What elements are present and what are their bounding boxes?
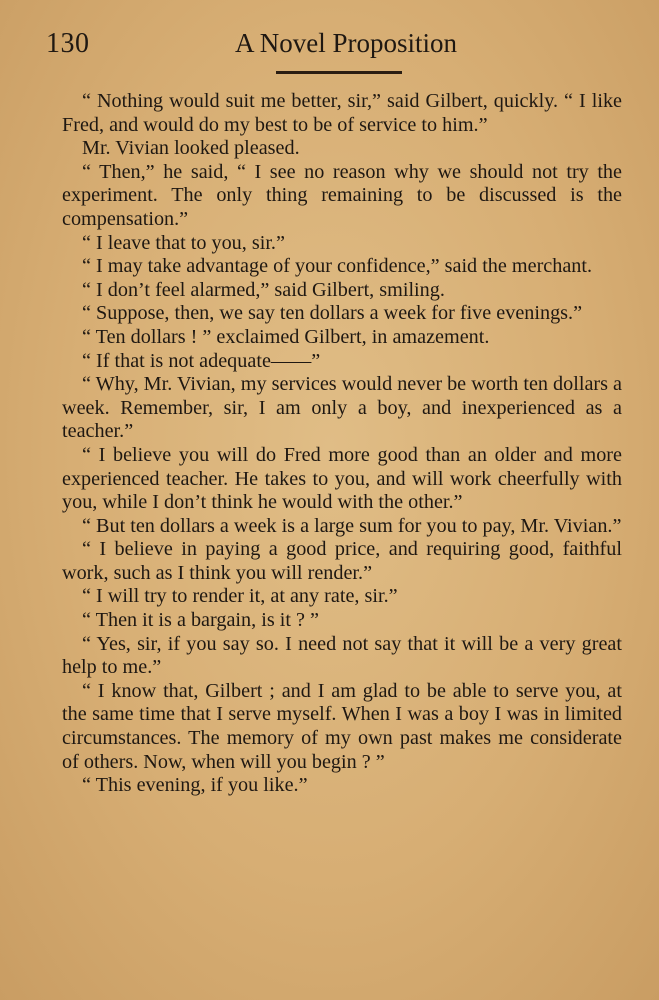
body-text xyxy=(62,90,622,798)
paragraph: “ I believe you will do Fred more good than an older and more experienced teacher. He takes to you, and will work cheerfully with you, while I don’t think he would with the other.” xyxy=(62,443,622,514)
running-title: A Novel Proposition xyxy=(234,28,457,58)
paragraph: “ This evening, if you like.” xyxy=(82,774,308,797)
page-number: 130 xyxy=(46,28,90,59)
paragraph: “ But ten dollars a week is a large sum for you to pay, Mr. Vivian.” xyxy=(82,514,622,537)
paragraph: “ I may take advantage of your confidence,” said the merchant. xyxy=(82,255,593,278)
paragraph: “ If that is not adequate——” xyxy=(82,349,321,372)
paragraph: “ Yes, sir, if you say so. I need not say that it will be a very great help to me.” xyxy=(62,632,622,679)
paragraph: “ Nothing would suit me better, sir,” said Gilbert, quickly. “ I like Fred, and would do my best to be of service to him.” xyxy=(62,90,622,136)
paragraph: “ Ten dollars ! ” exclaimed Gilbert, in amazement. xyxy=(82,325,490,348)
paragraph: “ I leave that to you, sir.” xyxy=(82,231,285,254)
paragraph: Mr. Vivian looked pleased. xyxy=(82,137,300,160)
paragraph: “ I know that, Gilbert ; and I am glad to be able to serve you, at the same time that I serve myself. When I was a boy I was in limited circumstances. The memory of my own past makes me considerate of others. Now, when will you begin ? ” xyxy=(62,679,622,773)
paragraph: “ Then it is a bargain, is it ? ” xyxy=(82,609,319,632)
paragraph: “ I don’t feel alarmed,” said Gilbert, smiling. xyxy=(82,278,445,301)
paragraph: “ Why, Mr. Vivian, my services would never be worth ten dollars a week. Remember, sir, I am only a boy, and inexperienced as a teacher.” xyxy=(62,373,622,443)
paragraph: “ I believe in paying a good price, and requiring good, faithful work, such as I think you will render.” xyxy=(62,538,622,584)
paragraph: “ Then,” he said, “ I see no reason why we should not try the experiment. The only thing remaining to be discussed is the compensation.” xyxy=(62,160,622,230)
header-rule xyxy=(276,71,402,74)
page-header xyxy=(46,28,622,68)
paragraph: “ Suppose, then, we say ten dollars a week for five evenings.” xyxy=(82,302,583,325)
paragraph: “ I will try to render it, at any rate, sir.” xyxy=(82,585,398,608)
